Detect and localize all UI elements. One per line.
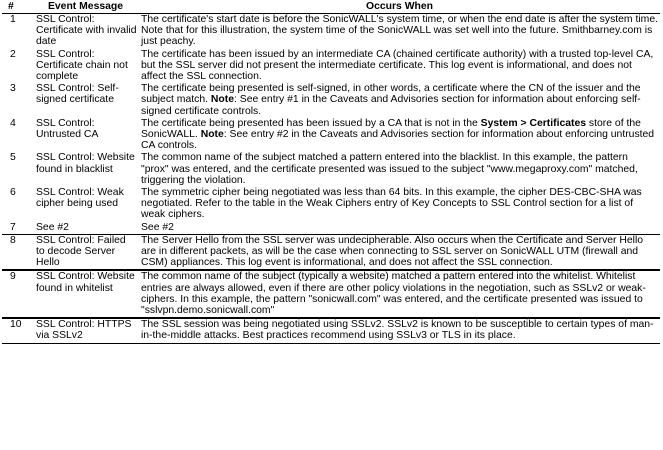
text-segment: The Server Hello from the SSL server was undecipherable. Also occurs when the Certificate and Server Hello are in different packets, as will be the case when connecting to SSL server on SonicWALL UTM (firewall and CSM) appliances. This log event is informational, and does not affect the SSL connection. — [141, 234, 644, 269]
row-number: 8 — [2, 234, 32, 270]
text-segment: : See entry #1 in the Caveats and Advisories section for information about enforcing self-signed certificate controls. — [141, 94, 641, 117]
table-body — [2, 14, 660, 344]
column-header-occurs-when: Occurs When — [139, 1, 660, 14]
table-row — [2, 222, 660, 235]
table-row — [2, 118, 660, 153]
occurs-when-description — [139, 318, 660, 343]
text-segment: The certificate has been issued by an intermediate CA (chained certificate authority) with a trusted top-level CA, but the SSL server did not present the intermediate certificate. This log event is informational, and does not affect the SSL connection. — [141, 48, 654, 83]
table-row — [2, 14, 660, 49]
event-message: SSL Control: Untrusted CA — [36, 117, 99, 141]
occurs-when-description — [139, 234, 660, 270]
event-message: See #2 — [32, 222, 139, 235]
text-segment: The certificate's start date is before the SonicWALL's system time, or when the end date is after the system time. Note that for this illustration, the system time of the SonicWALL was set well into the future. Smithbarney.com is just peachy. — [141, 14, 658, 48]
occurs-when-description — [139, 222, 660, 235]
occurs-when-description — [139, 152, 660, 187]
event-message: SSL Control: Website found in whitelist — [32, 270, 139, 318]
occurs-when-description — [139, 14, 660, 49]
event-message: SSL Control: Self-signed certificate — [36, 83, 119, 106]
occurs-when-description — [139, 49, 660, 84]
row-number: 5 — [10, 152, 16, 164]
table-row — [2, 49, 660, 84]
text-segment: The SSL session was being negotiated using SSLv2. SSLv2 is known to be susceptible to certain types of man-in-the-middle attacks. Best practices recommend using SSLv3 or TLS in its place. — [141, 319, 654, 342]
row-number: 3 — [10, 83, 16, 95]
table-row — [2, 152, 660, 187]
row-number: 1 — [10, 14, 16, 25]
text-segment: The certificate being presented is self-signed, in other words, a certificate where the CN of the issuer and the subject match. — [141, 83, 641, 106]
occurs-when-description — [139, 118, 660, 153]
event-message: SSL Control: Certificate chain not complete — [36, 48, 128, 83]
text-segment: store of the SonicWALL. — [141, 117, 641, 141]
row-number: 10 — [2, 318, 32, 343]
bold-text-segment: System > Certificates — [480, 117, 587, 129]
event-message: SSL Control: HTTPS via SSLv2 — [32, 318, 139, 343]
text-segment: The certificate being presented has been issued by a CA that is not in the — [141, 117, 481, 129]
text-segment: : See entry #2 in the Caveats and Advisories section for information about enforcing untrusted CA controls. — [141, 129, 655, 152]
row-number: 9 — [2, 270, 32, 318]
row-number: 7 — [2, 222, 32, 235]
column-header-event-message: Event Message — [32, 1, 139, 14]
event-message: SSL Control: Website found in blacklist — [36, 152, 135, 175]
column-header-number: # — [2, 1, 32, 14]
occurs-when-description — [139, 187, 660, 222]
table-row — [2, 318, 660, 343]
row-number: 2 — [10, 48, 16, 60]
text-segment: The symmetric cipher being negotiated was less than 64 bits. In this example, the cipher DES-CBC-SHA was negotiated. Refer to the table in the Weak Ciphers entry of Key Concepts to SSL Control section for a list of weak ciphers. — [141, 187, 642, 221]
row-number: 6 — [10, 187, 16, 199]
table-header-row — [2, 1, 660, 14]
text-segment: The common name of the subject (typically a website) matched a pattern entered into the whitelist. Whitelist entries are always allowed, even if there are other policy violations in the negotiation, such as SSLv2 or weak-ciphers. In this example, the pattern "sonicwall.com" was entered, and the certificate presented was issued to "sslvpn.demo.sonicwall.com" — [141, 271, 646, 317]
bold-text-segment: Note — [200, 129, 224, 141]
text-segment: See #2 — [141, 221, 174, 233]
table-row — [2, 187, 660, 222]
row-number: 4 — [10, 117, 16, 129]
event-message: SSL Control: Failed to decode Server Hello — [32, 234, 139, 270]
table-row — [2, 234, 660, 270]
text-segment: The common name of the subject matched a pattern entered into the blacklist. In this example, the pattern "prox" was entered, and the certificate presented was issued to the subject "www.megaproxy.com" matched, triggering the violation. — [141, 152, 638, 186]
occurs-when-description — [139, 270, 660, 318]
table-row — [2, 83, 660, 118]
occurs-when-description — [139, 83, 660, 118]
ssl-control-events-table — [2, 1, 660, 344]
event-message: SSL Control: Weak cipher being used — [36, 187, 124, 210]
table-row — [2, 270, 660, 318]
event-message: SSL Control: Certificate with invalid date — [36, 14, 137, 48]
bold-text-segment: Note — [210, 94, 234, 106]
